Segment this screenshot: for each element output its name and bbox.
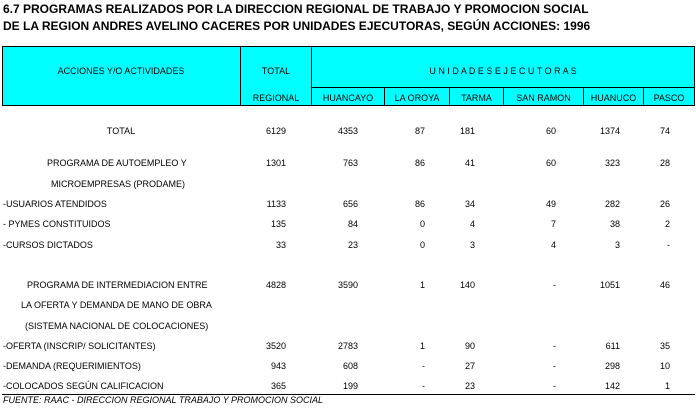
cell-huanuco: 323 xyxy=(604,158,620,168)
cell-san-ramon: - xyxy=(553,280,556,290)
header-total-line-2: REGIONAL xyxy=(252,93,300,103)
table-title-line-1: 6.7 PROGRAMAS REALIZADOS POR LA DIRECCION REGIONAL DE TRABAJO Y PROMOCION SOCIAL xyxy=(3,2,589,16)
header-col-san-ramon: SAN RAMON xyxy=(516,93,571,103)
row-label: -CURSOS DICTADOS xyxy=(3,240,93,250)
row-label: LA OFERTA Y DEMANDA DE MANO DE OBRA xyxy=(21,300,212,310)
header-col-huancayo: HUANCAYO xyxy=(322,93,374,103)
cell-la-oroya: 86 xyxy=(414,158,425,168)
row-label: -COLOCADOS SEGÚN CALIFICACION xyxy=(3,381,164,391)
source-note: FUENTE: RAAC - DIRECCION REGIONAL TRABAJO Y PROMOCION SOCIAL xyxy=(3,395,324,405)
cell-total-regional: 4828 xyxy=(265,280,286,290)
cell-huancayo: 3590 xyxy=(337,280,358,290)
row-label: (SISTEMA NACIONAL DE COLOCACIONES) xyxy=(25,321,209,331)
row-label: -DEMANDA (REQUERIMIENTOS) xyxy=(3,361,141,371)
cell-total-regional: 943 xyxy=(270,361,286,371)
cell-total-regional: 135 xyxy=(270,219,286,229)
cell-pasco: 35 xyxy=(659,341,670,351)
cell-la-oroya: - xyxy=(422,361,425,371)
header-col-la-oroya: LA OROYA xyxy=(394,93,440,103)
cell-san-ramon: 4 xyxy=(550,240,556,250)
header-bottom-border xyxy=(2,105,695,106)
cell-total-regional: 3520 xyxy=(265,341,286,351)
cell-san-ramon: 60 xyxy=(545,126,556,136)
row-label: -OFERTA (INSCRIP/ SOLICITANTES) xyxy=(3,341,156,351)
cell-la-oroya: 0 xyxy=(419,240,425,250)
header-col-tarma: TARMA xyxy=(461,93,492,103)
row-label: MICROEMPRESAS (PRODAME) xyxy=(51,179,186,189)
row-label: TOTAL xyxy=(106,126,136,136)
cell-pasco: 2 xyxy=(664,219,670,229)
cell-san-ramon: - xyxy=(553,361,556,371)
cell-san-ramon: 7 xyxy=(550,219,556,229)
cell-la-oroya: 87 xyxy=(414,126,425,136)
row-label: - PYMES CONSTITUIDOS xyxy=(3,219,111,229)
header-top-border xyxy=(2,46,695,47)
cell-huanuco: 298 xyxy=(604,361,620,371)
header-right-border xyxy=(694,46,695,106)
header-total-line-1: TOTAL xyxy=(261,66,291,76)
cell-tarma: 90 xyxy=(464,341,475,351)
cell-la-oroya: 86 xyxy=(414,199,425,209)
cell-tarma: 41 xyxy=(464,158,475,168)
cell-huancayo: 2783 xyxy=(337,341,358,351)
cell-huanuco: 38 xyxy=(609,219,620,229)
cell-pasco: 28 xyxy=(659,158,670,168)
header-acciones: ACCIONES Y/O ACTIVIDADES xyxy=(57,66,185,76)
header-col-pasco: PASCO xyxy=(653,93,685,103)
cell-tarma: 4 xyxy=(469,219,475,229)
cell-tarma: 34 xyxy=(464,199,475,209)
cell-tarma: 23 xyxy=(464,381,475,391)
cell-san-ramon: - xyxy=(553,381,556,391)
cell-pasco: 10 xyxy=(659,361,670,371)
cell-pasco: - xyxy=(667,240,670,250)
row-label: PROGRAMA DE AUTOEMPLEO Y xyxy=(47,158,187,168)
cell-tarma: 27 xyxy=(464,361,475,371)
cell-huancayo: 84 xyxy=(347,219,358,229)
row-label: -USUARIOS ATENDIDOS xyxy=(3,199,107,209)
cell-total-regional: 365 xyxy=(270,381,286,391)
cell-san-ramon: 49 xyxy=(545,199,556,209)
header-unidades-ejecutoras: U N I D A D E S E J E C U T O R A S xyxy=(429,66,577,76)
cell-total-regional: 33 xyxy=(275,240,286,250)
row-label: PROGRAMA DE INTERMEDIACION ENTRE xyxy=(27,280,208,290)
cell-pasco: 74 xyxy=(659,126,670,136)
cell-huancayo: 608 xyxy=(342,361,358,371)
cell-huancayo: 23 xyxy=(347,240,358,250)
cell-total-regional: 1133 xyxy=(266,199,286,209)
cell-tarma: 140 xyxy=(459,280,475,290)
cell-pasco: 1 xyxy=(664,381,670,391)
cell-huanuco: 282 xyxy=(604,199,620,209)
cell-huanuco: 611 xyxy=(605,341,620,351)
cell-tarma: 181 xyxy=(459,126,475,136)
cell-pasco: 46 xyxy=(659,280,670,290)
cell-huanuco: 1374 xyxy=(599,126,620,136)
cell-san-ramon: - xyxy=(553,341,556,351)
cell-huancayo: 763 xyxy=(342,158,358,168)
cell-la-oroya: 1 xyxy=(419,280,425,290)
cell-total-regional: 6129 xyxy=(265,126,286,136)
cell-huanuco: 1051 xyxy=(599,280,620,290)
cell-huancayo: 656 xyxy=(342,199,358,209)
cell-huancayo: 199 xyxy=(342,381,358,391)
cell-pasco: 26 xyxy=(659,199,670,209)
cell-san-ramon: 60 xyxy=(545,158,556,168)
cell-huanuco: 3 xyxy=(614,240,620,250)
cell-la-oroya: - xyxy=(422,381,425,391)
cell-la-oroya: 0 xyxy=(419,219,425,229)
table-title-line-2: DE LA REGION ANDRES AVELINO CACERES POR UNIDADES EJECUTORAS, SEGÚN ACCIONES: 1996 xyxy=(3,19,591,33)
cell-huanuco: 142 xyxy=(604,381,620,391)
cell-tarma: 3 xyxy=(469,240,475,250)
cell-total-regional: 1301 xyxy=(265,158,286,168)
cell-la-oroya: 1 xyxy=(419,341,425,351)
cell-huancayo: 4353 xyxy=(337,126,358,136)
header-col-huanuco: HUANUCO xyxy=(590,93,637,103)
